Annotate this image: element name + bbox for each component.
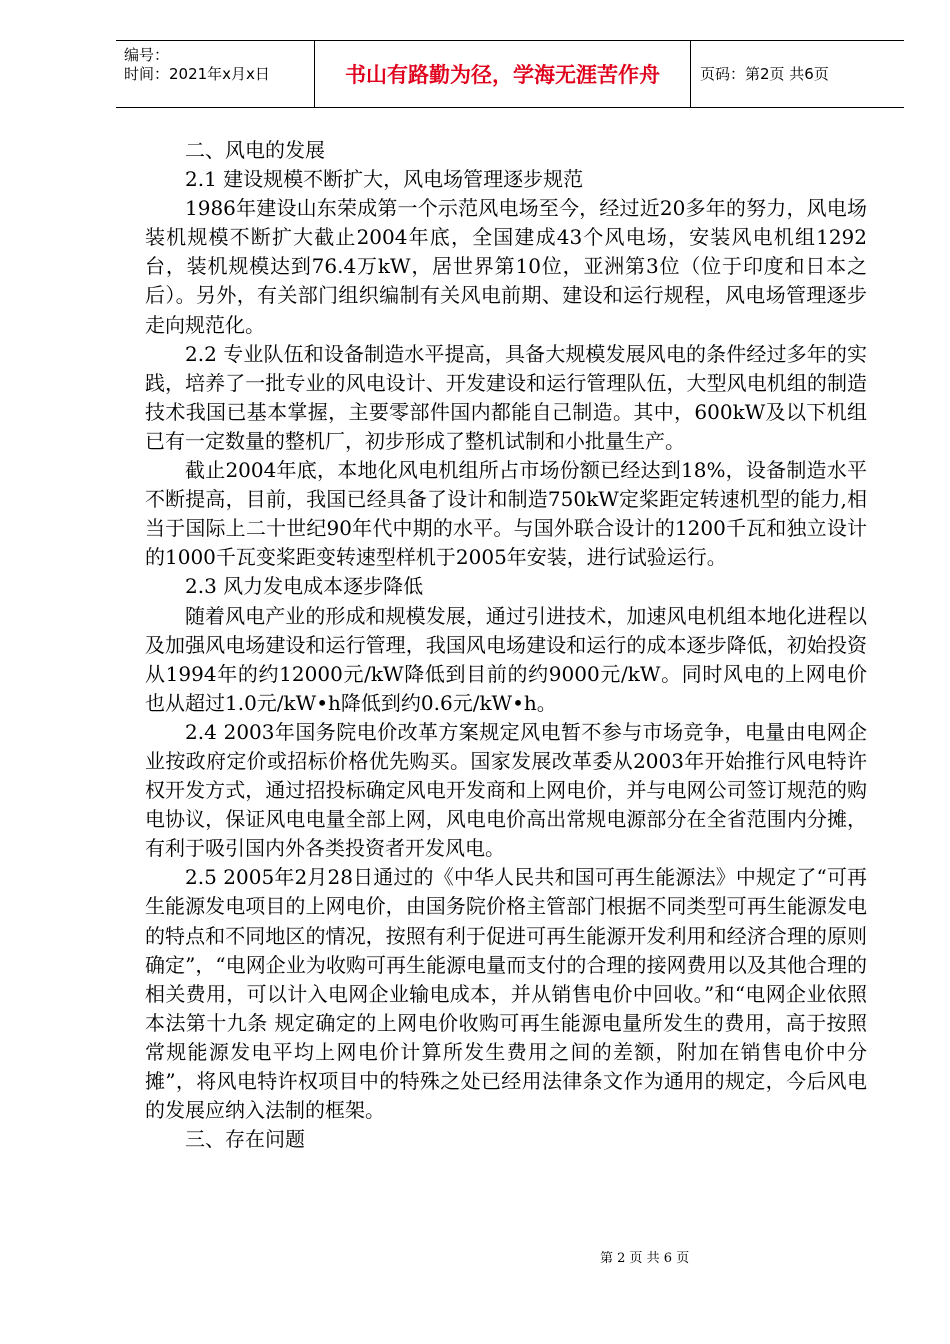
body-paragraph: 2.5 2005年2月28日通过的《中华人民共和国可再生能源法》中规定了“可再生能源发电项目的上网电价，由国务院价格主管部门根据不同类型可再生能源发电的特点和不同地区的情况，按照有利于促进可再生能源开发利用和经济合理的原则确定”，“电网企业为收购可再生能源电量而支付的合理的接网费用以及其他合理的相关费用，可以计入电网企业输电成本，并从销售电价中回收。”和“电网企业依照本法第十九条 规定确定的上网电价收购可再生能源电量所发生的费用，高于按照常规能源发电平均上网电价计算所发生费用之间的差额，附加在销售电价中分摊”，将风电特许权项目中的特殊之处已经用法律条文作为通用的规定，今后风电的发展应纳入法制的框架。 xyxy=(145,865,867,1123)
header-page-cell xyxy=(690,41,904,107)
body-paragraph: 随着风电产业的形成和规模发展，通过引进技术，加速风电机组本地化进程以及加强风电场建设和运行管理，我国风电场建设和运行的成本逐步降低，初始投资从1994年的约12000元/kW降低到目前的约9000元/kW。同时风电的上网电价也从超过1.0元/kW•h降低到约0.6元/kW•h。 xyxy=(145,603,867,715)
document-body xyxy=(145,136,867,1154)
header-meta-cell xyxy=(116,41,314,107)
header-motto-cell xyxy=(314,41,691,107)
body-paragraph: 2.2 专业队伍和设备制造水平提高，具备大规模发展风电的条件经过多年的实践，培养了一批专业的风电设计、开发建设和运行管理队伍，大型风电机组的制造技术我国已基本掌握，主要零部件国内都能自己制造。其中，600kW及以下机组已有一定数量的整机厂，初步形成了整机试制和小批量生产。 xyxy=(145,341,867,453)
header-page-info: 页码：第2页 共6页 xyxy=(700,65,829,83)
header-motto: 书山有路勤为径，学海无涯苦作舟 xyxy=(345,62,660,87)
body-paragraph: 1986年建设山东荣成第一个示范风电场至今，经过近20多年的努力，风电场装机规模不断扩大截止2004年底，全国建成43个风电场，安装风电机组1292台，装机规模达到76.4万kW，居世界第10位，亚洲第3位（位于印度和日本之后）。另外，有关部门组织编制有关风电前期、建设和运行规程，风电场管理逐步走向规范化。 xyxy=(145,196,867,337)
document-time-label: 时间：2021年x月x日 xyxy=(124,65,270,83)
section-heading: 三、存在问题 xyxy=(185,1127,305,1152)
body-paragraph: 2.4 2003年国务院电价改革方案规定风电暂不参与市场竞争，电量由电网企业按政府定价或招标价格优先购买。国家发展改革委从2003年开始推行风电特许权开发方式，通过招投标确定风电开发商和上网电价，并与电网公司签订规范的购电协议，保证风电电量全部上网，风电电价高出常规电源部分在全省范围内分摊，有利于吸引国内外各类投资者开发风电。 xyxy=(145,719,867,861)
body-paragraph: 截止2004年底，本地化风电机组所占市场份额已经达到18%，设备制造水平不断提高，目前，我国已经具备了设计和制造750kW定桨距定转速机型的能力,相当于国际上二十世纪90年代中期的水平。与国外联合设计的1200千瓦和独立设计的1000千瓦变桨距变转速型样机于2005年安装，进行试验运行。 xyxy=(145,458,867,570)
page-footer: 第 2 页 共 6 页 xyxy=(600,1251,690,1266)
section-heading: 二、风电的发展 xyxy=(185,138,325,162)
document-number-label: 编号： xyxy=(124,46,170,64)
subsection-heading: 2.1 建设规模不断扩大，风电场管理逐步规范 xyxy=(185,167,584,192)
subsection-heading: 2.3 风力发电成本逐步降低 xyxy=(185,574,424,599)
page-header xyxy=(116,40,904,108)
